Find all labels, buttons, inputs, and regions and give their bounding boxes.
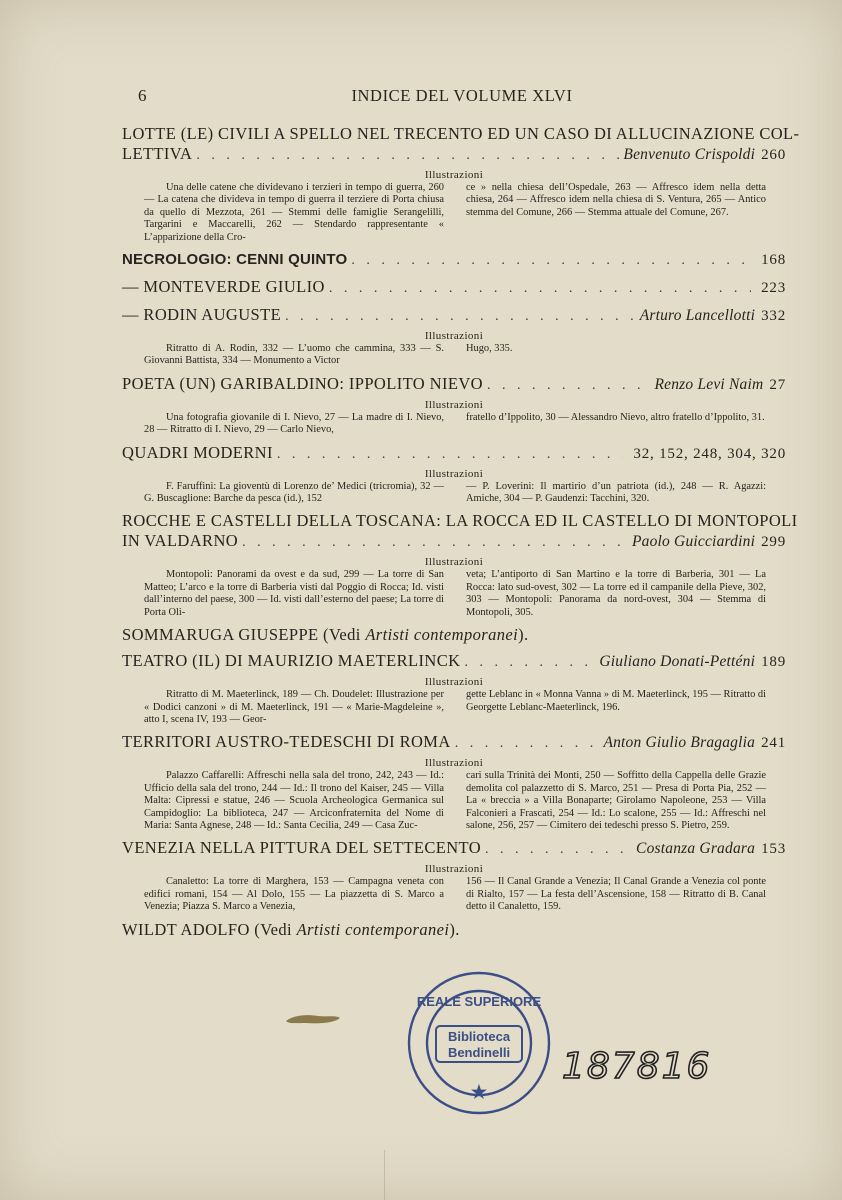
illustrations-text: F. Faruffini: La gioventù di Lorenzo de’ Medici (tricromia), 32 — G. Buscaglione: Barche da pesca (id.), 152 bbox=[144, 480, 444, 505]
illustrations-text: Ritratto di M. Maeterlinck, 189 — Ch. Doudelet: Illustrazione per « Dodici canzoni » di M. Maeterlinck, 191 — « Marie-Magdeleine », atto I, scena IV, 193 — Geor- bbox=[144, 689, 444, 725]
stamp-line2: Bendinelli bbox=[447, 1045, 511, 1060]
entry-author: Renzo Levi Naim bbox=[654, 375, 764, 393]
index-entry bbox=[122, 374, 786, 437]
illustrations-right-column bbox=[466, 481, 766, 506]
entry-title: IN VALDARNO bbox=[122, 531, 239, 551]
index-entry bbox=[122, 920, 786, 940]
entry-title: TEATRO (IL) DI MAURIZIO MAETERLINCK bbox=[122, 651, 461, 671]
cross-reference: Artisti contemporanei bbox=[365, 625, 519, 645]
dot-leader bbox=[196, 146, 619, 166]
index-entry bbox=[122, 443, 786, 506]
illustrations-text: veta; L’antiporto di San Martino e la torre di Barberia, 301 — La Rocca: lato sud-ovest, 302 — La torre ed il campanile della Pieve, 302, 303 — Montopoli: Panorama da nord-ovest, 304 — Stemma di Montopoli, 305. bbox=[466, 569, 766, 618]
entry-title: VENEZIA NELLA PITTURA DEL SETTECENTO bbox=[122, 838, 482, 858]
handwritten-number-text: 187816 bbox=[562, 1046, 712, 1084]
entry-title: NECROLOGIO: CENNI QUINTO bbox=[122, 251, 348, 269]
entry-title: QUADRI MODERNI bbox=[122, 442, 273, 462]
entry-title: POETA (UN) GARIBALDINO: IPPOLITO NIEVO bbox=[122, 373, 483, 393]
dot-leader bbox=[464, 653, 595, 673]
entry-author: Giuliano Donati-Petténi bbox=[599, 653, 756, 671]
illustrations-block bbox=[144, 569, 766, 619]
illustrations-text: fratello d’Ippolito, 30 — Alessandro Nievo, altro fratello d’Ippolito, 31. bbox=[466, 411, 765, 423]
index-entry bbox=[122, 250, 786, 271]
illustrations-text: Montopoli: Panorami da ovest e da sud, 299 — La torre di San Matteo; L’arco e la torre di Barberia visti dal Poggio di Rocca; Id. visti dall’interno del paese, 300 — Id. visti dall’esterno del paese; La torre di Porta Oli- bbox=[144, 569, 444, 618]
illustrations-block bbox=[144, 343, 766, 368]
entry-title: WILDT ADOLFO (Vedi bbox=[122, 919, 297, 939]
entry-line bbox=[122, 838, 786, 860]
illustrations-right-column bbox=[466, 412, 766, 437]
entry-line bbox=[122, 124, 800, 144]
entry-pages: 241 bbox=[761, 735, 786, 752]
illustrations-block bbox=[144, 770, 766, 832]
illustrations-right-column bbox=[466, 770, 766, 832]
entry-line bbox=[122, 531, 786, 553]
index-list bbox=[122, 124, 800, 946]
illustrations-heading: Illustrazioni bbox=[424, 863, 484, 876]
illustrations-left-column bbox=[144, 569, 444, 619]
entry-line bbox=[122, 305, 786, 327]
entry-pages: 189 bbox=[761, 654, 786, 671]
dot-leader bbox=[242, 533, 628, 553]
dot-leader bbox=[455, 734, 600, 754]
entry-title: SOMMARUGA GIUSEPPE (Vedi bbox=[122, 625, 366, 645]
illustrations-heading: Illustrazioni bbox=[424, 757, 484, 770]
entry-title: LETTIVA bbox=[122, 144, 193, 163]
entry-pages: 332 bbox=[761, 308, 786, 325]
cross-reference: Artisti contemporanei bbox=[296, 919, 450, 939]
entry-title: — RODIN AUGUSTE bbox=[122, 305, 282, 325]
dot-leader bbox=[277, 445, 624, 465]
entry-line bbox=[122, 374, 786, 396]
illustrations-heading: Illustrazioni bbox=[424, 169, 484, 181]
illustrations-block bbox=[144, 689, 766, 726]
volume-title: INDICE DEL VOLUME XLVI bbox=[351, 86, 573, 105]
illustrations-right-column bbox=[466, 343, 766, 368]
illustrations-left-column bbox=[144, 770, 444, 832]
illustrations-block bbox=[144, 481, 766, 506]
illustrations-left-column bbox=[144, 182, 444, 244]
index-entry bbox=[122, 651, 786, 726]
entry-pages: 260 bbox=[761, 147, 786, 163]
entry-pages: 27 bbox=[769, 376, 786, 393]
entry-pages: 168 bbox=[761, 252, 786, 269]
index-entry bbox=[122, 625, 786, 645]
dot-leader bbox=[487, 376, 651, 396]
ink-smudge bbox=[284, 1012, 342, 1026]
stamp-top-text: REALE SUPERIORE bbox=[416, 994, 542, 1009]
dot-leader bbox=[329, 279, 751, 299]
entry-author: Arturo Lancellotti bbox=[639, 307, 756, 325]
illustrations-left-column bbox=[144, 343, 444, 368]
illustrations-right-column bbox=[466, 689, 766, 726]
entry-pages: 32, 152, 248, 304, 320 bbox=[633, 445, 786, 462]
illustrations-left-column bbox=[144, 876, 444, 913]
entry-author: Benvenuto Crispoldi bbox=[623, 146, 756, 163]
illustrations-text: Hugo, 335. bbox=[466, 343, 513, 355]
illustrations-heading: Illustrazioni bbox=[424, 330, 484, 343]
index-entry bbox=[122, 305, 786, 368]
entry-line bbox=[122, 651, 786, 673]
entry-author: Costanza Gradara bbox=[636, 840, 756, 858]
entry-line bbox=[122, 144, 786, 166]
illustrations-heading: Illustrazioni bbox=[424, 467, 484, 480]
entry-author: Paolo Guicciardini bbox=[631, 533, 756, 551]
illustrations-left-column bbox=[144, 689, 444, 726]
entry-author: Anton Giulio Bragaglia bbox=[603, 734, 756, 752]
entry-pages: 223 bbox=[761, 280, 786, 297]
handwritten-number bbox=[560, 1044, 750, 1084]
entry-line bbox=[122, 625, 786, 645]
entry-pages: 299 bbox=[761, 534, 786, 551]
entry-line bbox=[122, 920, 786, 940]
entry-line bbox=[122, 443, 786, 465]
dot-leader bbox=[485, 840, 632, 860]
entry-line bbox=[122, 511, 798, 531]
index-entry bbox=[122, 124, 800, 244]
illustrations-text: 156 — Il Canal Grande a Venezia; Il Canal Grande a Venezia col ponte di Rialto, 157 — La festa dell’Ascensione, 158 — Ritratto di B. Canal detto il Canaletto, 159. bbox=[466, 876, 766, 913]
star-icon: ★ bbox=[470, 1082, 488, 1102]
illustrations-text: Canaletto: La torre di Marghera, 153 — Campagna veneta con edifici romani, 154 — Al Dolo, 155 — La piazzetta di S. Marco a Venezia; Piazza S. Marco a Venezia, bbox=[144, 876, 444, 913]
entry-title: LOTTE (LE) CIVILI A SPELLO NEL TRECENTO ED UN CASO DI ALLUCINAZIONE COL- bbox=[122, 124, 800, 143]
entry-title: — MONTEVERDE GIULIO bbox=[122, 277, 325, 297]
illustrations-text: Una fotografia giovanile di I. Nievo, 27 — La madre di I. Nievo, 28 — Ritratto di I. Nievo, 29 — Carlo Nievo, bbox=[144, 411, 444, 436]
entry-line bbox=[122, 732, 786, 754]
illustrations-heading: Illustrazioni bbox=[424, 676, 484, 689]
index-entry bbox=[122, 838, 786, 913]
index-entry bbox=[122, 511, 798, 619]
index-entry bbox=[122, 277, 786, 299]
illustrations-heading: Illustrazioni bbox=[424, 398, 484, 411]
illustrations-text: cari sulla Trinità dei Monti, 250 — Soffitto della Cappella delle Grazie demolita col palazzetto di S. Marco, 251 — Presa di Porta Pia, 252 — La « breccia » a Villa Bonaparte; Girolamo Napoleone, 253 — Villa Falconieri a Frascati, 254 — Id.: Lo scalone, 255 — Id.: Affreschi nel salone, 256, 257 — Cimitero dei tedeschi presso S. Pietro, 259. bbox=[466, 770, 766, 831]
illustrations-text: Una delle catene che dividevano i terzieri in tempo di guerra, 260 — La catena che divideva in tempo di guerra il terziere di Porta chiusa da quello di Mezzota, 261 — Stemmi delle famiglie Serangelilli, Targarini e Maccarelli, 262 — Stendardo rappresentante « L’apparizione della Cro- bbox=[144, 182, 444, 243]
illustrations-text: — P. Loverini: Il martirio d’un patriota (id.), 248 — R. Agazzi: Amiche, 304 — P. Gaudenzi: Tacchini, 320. bbox=[466, 480, 766, 505]
paper-crease bbox=[384, 1150, 385, 1200]
illustrations-text: ce » nella chiesa dell’Ospedale, 263 — Affresco idem nella detta chiesa, 264 — Affresco idem nella chiesa di S. Ventura, 265 — Antico stemma del Comune, 266 — Stemma attuale del Comune, 267. bbox=[466, 182, 766, 218]
page-number: 6 bbox=[138, 86, 147, 105]
illustrations-text: gette Leblanc in « Monna Vanna » di M. Maeterlinck, 195 — Ritratto di Georgette Leblanc-Maeterlinck, 196. bbox=[466, 689, 766, 713]
illustrations-text: Ritratto di A. Rodin, 332 — L’uomo che cammina, 333 — S. Giovanni Battista, 334 — Monumento a Victor bbox=[144, 343, 444, 367]
dot-leader bbox=[351, 251, 751, 271]
entry-line bbox=[122, 250, 786, 271]
illustrations-block bbox=[144, 412, 766, 437]
page-header bbox=[138, 86, 786, 108]
illustrations-right-column bbox=[466, 876, 766, 913]
entry-title: ROCCHE E CASTELLI DELLA TOSCANA: LA ROCCA ED IL CASTELLO DI MONTOPOLI bbox=[122, 511, 798, 531]
entry-title-end: ). bbox=[518, 625, 529, 645]
entry-line bbox=[122, 277, 786, 299]
illustrations-heading: Illustrazioni bbox=[424, 556, 484, 569]
entry-title: TERRITORI AUSTRO-TEDESCHI DI ROMA bbox=[122, 732, 451, 752]
illustrations-right-column bbox=[466, 182, 766, 244]
illustrations-text: Palazzo Caffarelli: Affreschi nella sala del trono, 242, 243 — Id.: Ufficio della sala del trono, 244 — Id.: Il trono del Kaiser, 245 — Villa Malta: Cipressi e statue, 246 — Scuola Archeologica Germanica sul Campidoglio: La biblioteca, 247 — Arciconfraternita del Nome di Maria: Santa Agnese, 248 — Id.: Santa Cecilia, 249 — Casa Zuc- bbox=[144, 770, 444, 831]
illustrations-left-column bbox=[144, 481, 444, 506]
dot-leader bbox=[285, 307, 636, 327]
index-entry bbox=[122, 732, 786, 832]
stamp-line1: Biblioteca bbox=[447, 1029, 511, 1044]
illustrations-block bbox=[144, 182, 766, 244]
entry-pages: 153 bbox=[761, 841, 786, 858]
entry-title-end: ). bbox=[449, 919, 460, 939]
illustrations-left-column bbox=[144, 412, 444, 437]
illustrations-block bbox=[144, 876, 766, 913]
illustrations-right-column bbox=[466, 569, 766, 619]
library-stamp bbox=[404, 968, 554, 1118]
